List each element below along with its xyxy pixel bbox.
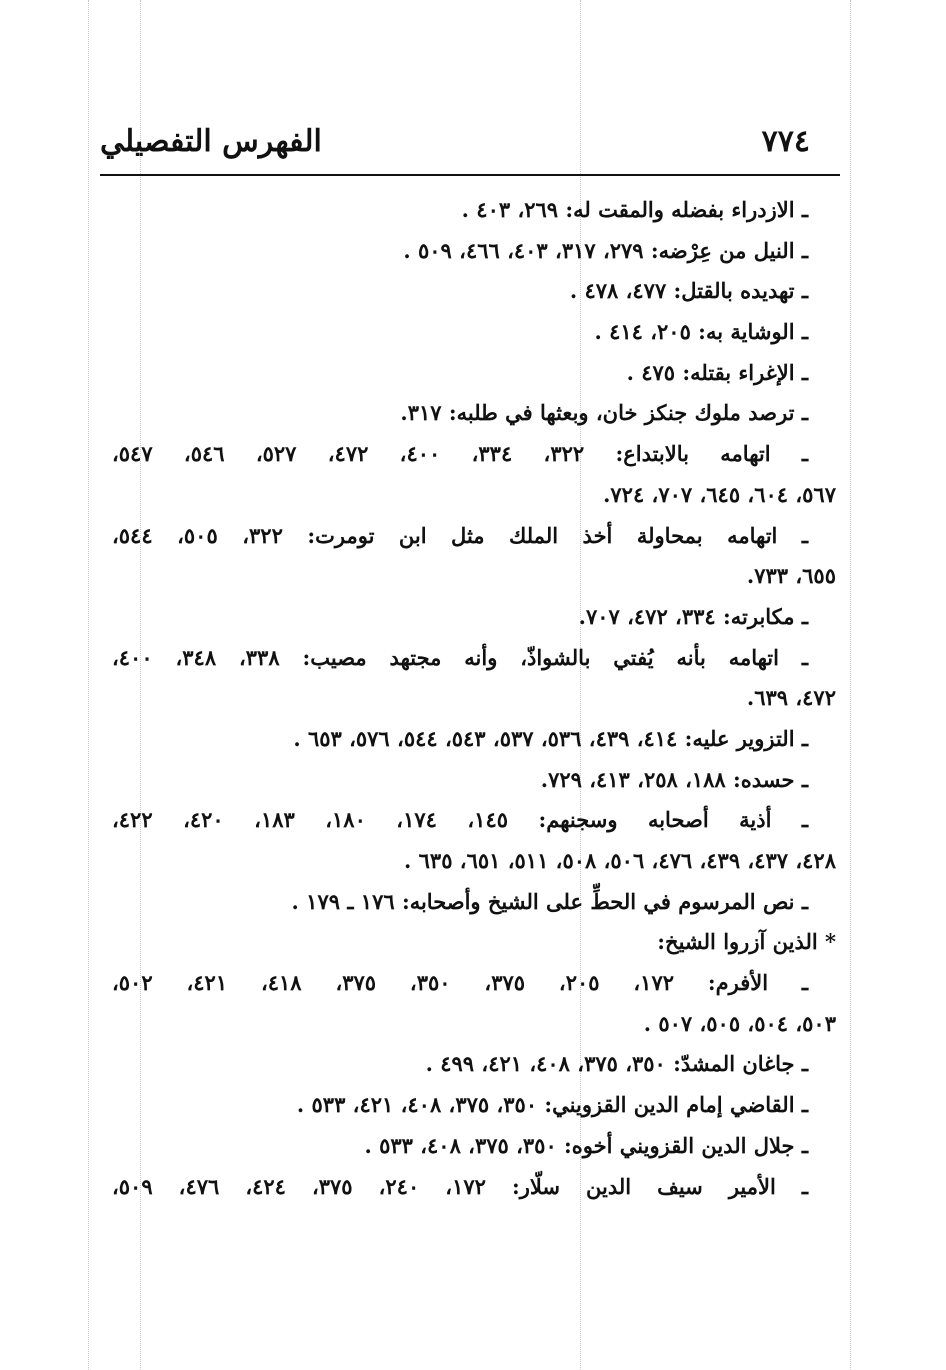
index-entry-continuation: ٤٧٢، ٦٣٩. <box>746 685 836 711</box>
index-entry-line: ـ جلال الدين القزويني أخوه: ٣٥٠، ٣٧٥، ٤٠٨، ٥٣٣ . <box>364 1132 808 1158</box>
running-title: الفهرس التفصيلي <box>100 124 322 159</box>
index-entry-line: ـ الأفرم: ١٧٢، ٢٠٥، ٣٧٥، ٣٥٠، ٣٧٥، ٤١٨، ٤٢١، ٥٠٢، <box>112 970 809 996</box>
index-entry-continuation: ٥٦٧، ٦٠٤، ٦٤٥، ٧٠٧، ٧٢٤. <box>603 481 836 507</box>
index-entry-line: ـ نص المرسوم في الحطِّ على الشيخ وأصحابه: ١٧٦ ـ ١٧٩ . <box>291 888 808 914</box>
scan-artifact-line <box>88 0 89 1370</box>
index-entry-line: ـ حسده: ١٨٨، ٢٥٨، ٤١٣، ٧٢٩. <box>540 766 808 792</box>
index-entry-continuation: ٤٢٨، ٤٣٧، ٤٣٩، ٤٧٦، ٥٠٦، ٥٠٨، ٥١١، ٦٥١، ٦٣٥ . <box>404 848 836 873</box>
index-entry-line: ـ الازدراء بفضله والمقت له: ٢٦٩، ٤٠٣ . <box>461 197 808 222</box>
index-entry-line: ـ جاغان المشدّ: ٣٥٠، ٣٧٥، ٤٠٨، ٤٢١، ٤٩٩ . <box>425 1051 808 1077</box>
page-header <box>100 124 840 176</box>
index-entry-continuation: ٥٠٣، ٥٠٤، ٥٠٥، ٥٠٧ . <box>643 1010 836 1036</box>
index-entry-line: ـ النيل من عِرْضه: ٢٧٩، ٣١٧، ٤٠٣، ٤٦٦، ٥٠٩ . <box>403 237 808 263</box>
index-entry-line: ـ ترصد ملوك جنكز خان، وبعثها في طلبه: ٣١٧. <box>400 400 808 426</box>
index-entry-line: ـ اتهامه بأنه يُفتي بالشواذّ، وأنه مجتهد مصيب: ٣٣٨، ٣٤٨، ٤٠٠، <box>112 644 808 670</box>
section-heading: * الذين آزروا الشيخ: <box>657 929 836 955</box>
index-entry-line: ـ مكابرته: ٣٣٤، ٤٧٢، ٧٠٧. <box>578 603 808 629</box>
index-entry-line: ـ اتهامه بالابتداع: ٣٢٢، ٣٣٤، ٤٠٠، ٤٧٢، ٥٢٧، ٥٤٦، ٥٤٧، <box>112 441 808 467</box>
index-entry-line: ـ القاضي إمام الدين القزويني: ٣٥٠، ٣٧٥، ٤٠٨، ٤٢١، ٥٣٣ . <box>296 1092 808 1118</box>
index-entry-line: ـ الوشاية به: ٢٠٥، ٤١٤ . <box>594 319 808 345</box>
index-entry-continuation: ٦٥٥، ٧٣٣. <box>746 563 836 589</box>
scan-artifact-line <box>850 0 851 1370</box>
page-number: ٧٧٤ <box>761 124 810 159</box>
index-content <box>112 190 836 1207</box>
index-entry-line: ـ تهديده بالقتل: ٤٧٧، ٤٧٨ . <box>569 278 808 304</box>
index-entry-line: ـ التزوير عليه: ٤١٤، ٤٣٩، ٥٣٦، ٥٣٧، ٥٤٣، ٥٤٤، ٥٧٦، ٦٥٣ . <box>293 725 808 751</box>
index-entry-line: ـ اتهامه بمحاولة أخذ الملك مثل ابن تومرت: ٣٢٢، ٥٠٥، ٥٤٤، <box>112 522 809 548</box>
index-entry-line: ـ الإغراء بقتله: ٤٧٥ . <box>626 359 808 385</box>
index-entry-line: ـ الأمير سيف الدين سلّار: ١٧٢، ٢٤٠، ٣٧٥، ٤٢٤، ٤٧٦، ٥٠٩، <box>112 1173 808 1199</box>
index-entry-line: ـ أذية أصحابه وسجنهم: ١٤٥، ١٧٤، ١٨٠، ١٨٣، ٤٢٠، ٤٢٢، <box>112 807 809 833</box>
